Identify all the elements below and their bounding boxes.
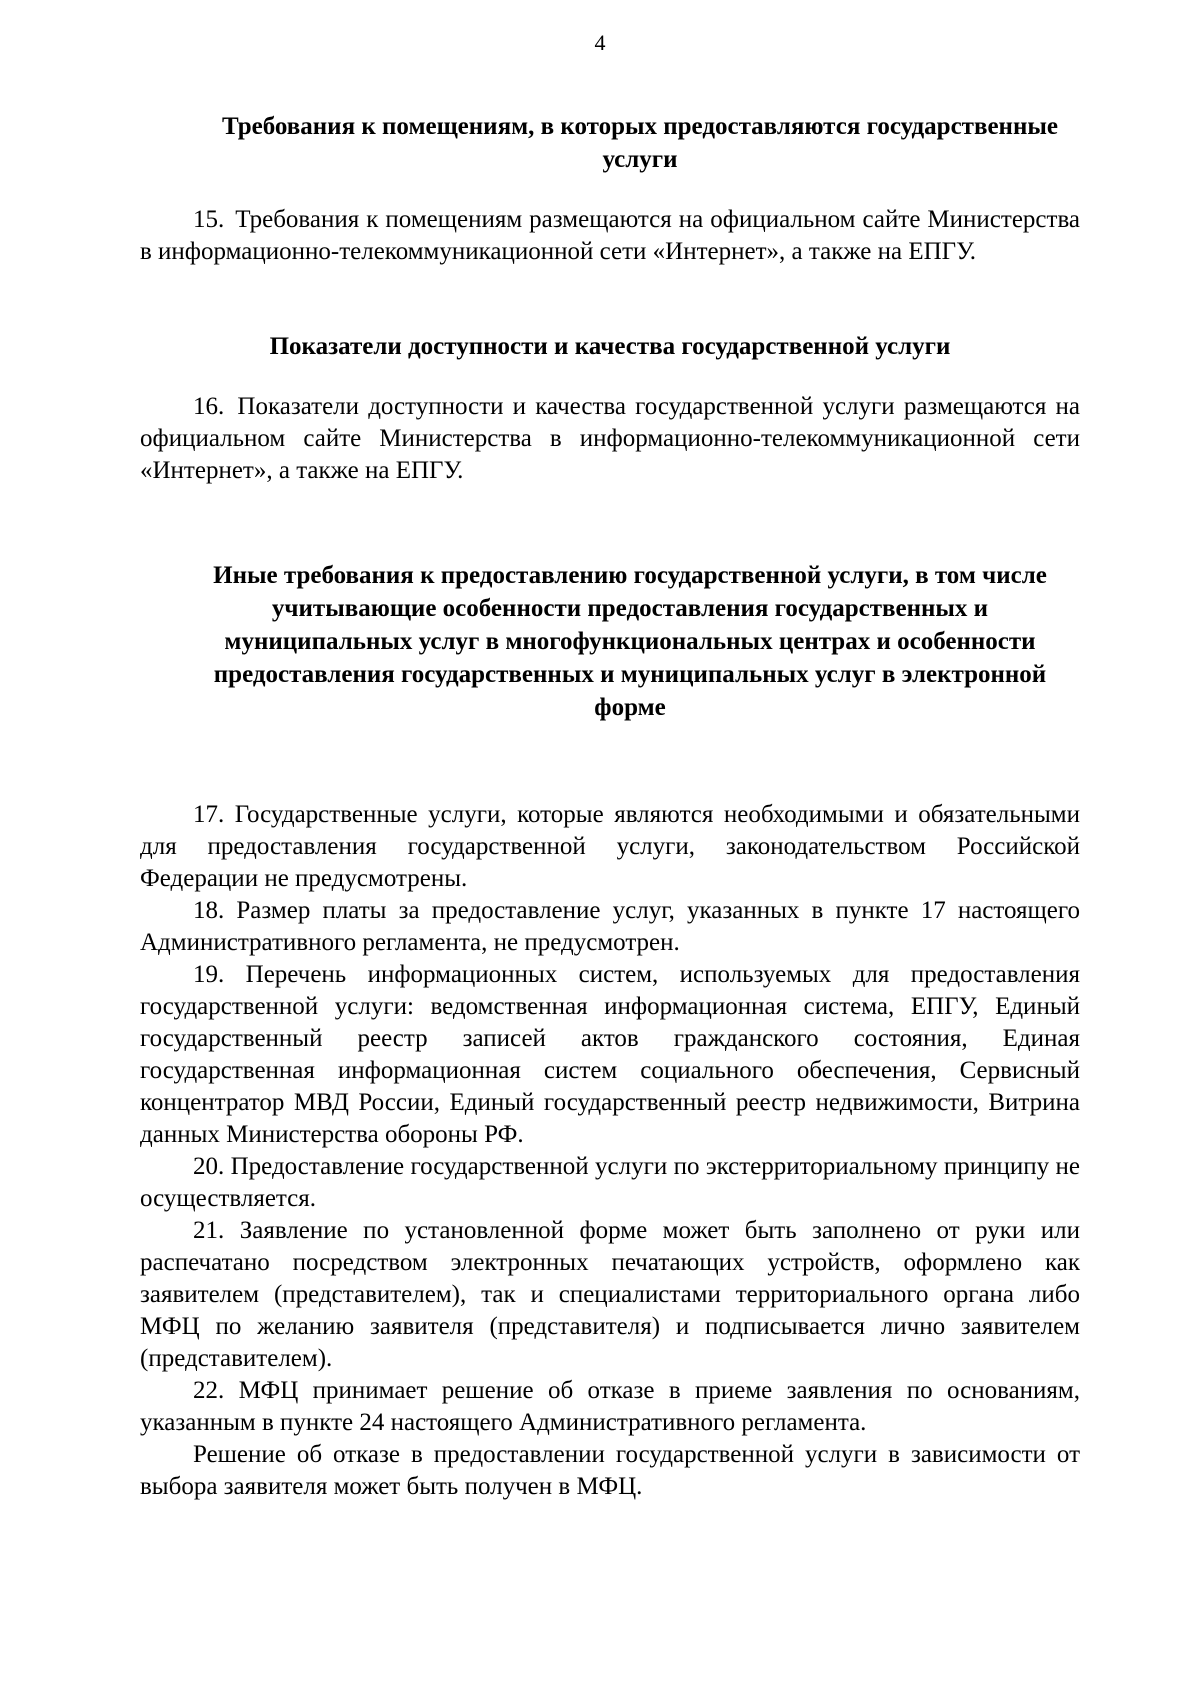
section-heading-premises: Требования к помещениям, в которых предоставляются государственные услуги (222, 113, 1058, 173)
document-body (140, 110, 1080, 1503)
paragraph-16-number: 16. (193, 393, 225, 420)
paragraph-18: 18. Размер платы за предоставление услуг, указанных в пункте 17 настоящего Административного регламента, не предусмотрен. (140, 897, 1080, 956)
paragraph-16 (140, 391, 1080, 487)
paragraph-15 (140, 204, 1080, 268)
paragraph-20: 20. Предоставление государственной услуги по экстерриториальному принципу не осуществляется. (140, 1153, 1080, 1212)
section-heading-other-requirements: Иные требования к предоставлению государственной услуги, в том числе учитывающие особенности предоставления государственных и муниципальных услуг в многофункциональных центрах и особенности предоставления государственных и муниципальных услуг в электронной форме (213, 562, 1047, 721)
paragraph-17: 17. Государственные услуги, которые являются необходимыми и обязательными для предоставления государственной услуги, законодательством Российской Федерации не предусмотрены. (140, 801, 1080, 892)
paragraph-15-text: Требования к помещениям размещаются на официальном сайте Министерства в информационно-телекоммуникационной сети «Интернет», а также на ЕПГУ. (140, 206, 1081, 265)
paragraph-15-number: 15. (193, 206, 225, 233)
section-heading-quality: Показатели доступности и качества государственной услуги (269, 333, 951, 360)
page-number: 4 (594, 30, 606, 55)
paragraph-19: 19. Перечень информационных систем, используемых для предоставления государственной услуги: ведомственная информационная система, ЕПГУ, Единый государственный реестр записей актов гражданского состояния, Единая государственная информационная систем социального обеспечения, Сервисный концентратор МВД России, Единый государственный реестр недвижимости, Витрина данных Министерства обороны РФ. (140, 961, 1080, 1148)
paragraph-22: 22. МФЦ принимает решение об отказе в приеме заявления по основаниям, указанным в пункте 24 настоящего Административного регламента. (140, 1377, 1080, 1436)
paragraph-21: 21. Заявление по установленной форме может быть заполнено от руки или распечатано посредством электронных печатающих устройств, оформлено как заявителем (представителем), так и специалистами территориального органа либо МФЦ по желанию заявителя (представителя) и подписывается лично заявителем (представителем). (140, 1217, 1080, 1372)
paragraph-16-text: Показатели доступности и качества государственной услуги размещаются на официальном сайте Министерства в информационно-телекоммуникационной сети «Интернет», а также на ЕПГУ. (140, 393, 1081, 484)
paragraph-refusal-decision: Решение об отказе в предоставлении государственной услуги в зависимости от выбора заявителя может быть получен в МФЦ. (140, 1441, 1080, 1500)
